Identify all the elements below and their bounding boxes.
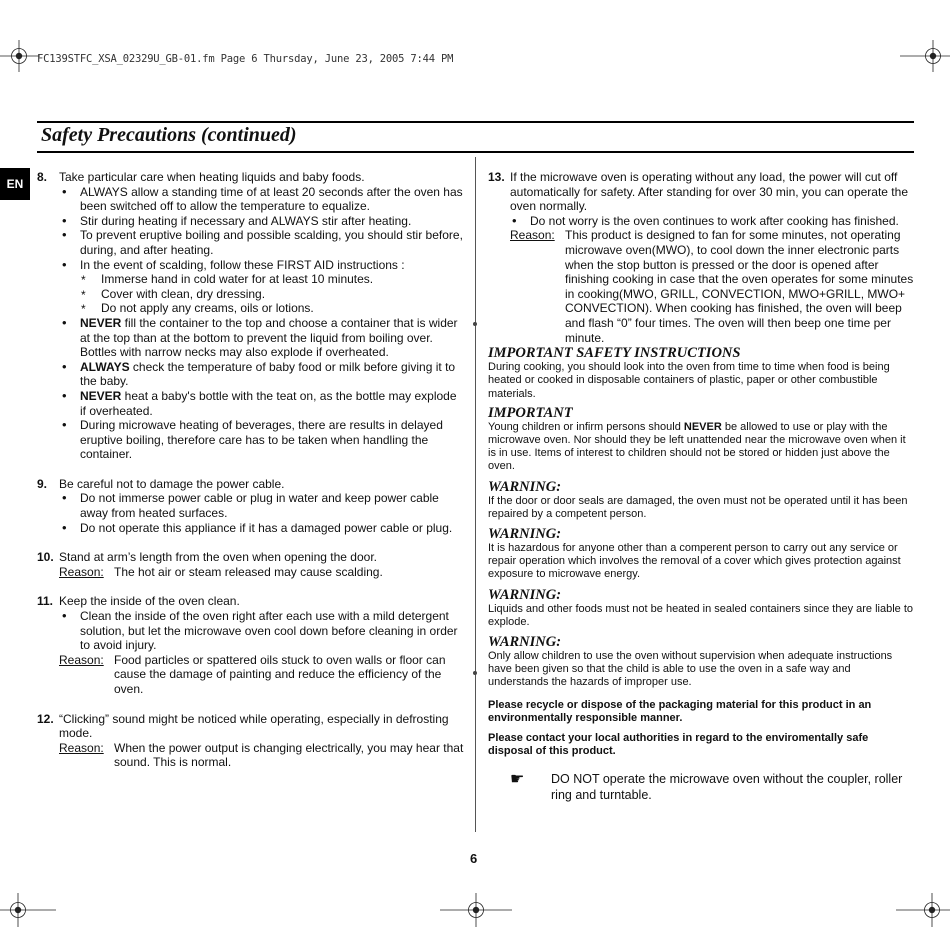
- title-rule-bottom: [37, 151, 914, 153]
- warning-heading: WARNING:: [488, 586, 562, 603]
- file-header: FC139STFC_XSA_02329U_GB-01.fm Page 6 Thursday, June 23, 2005 7:44 PM: [37, 53, 454, 65]
- divider-dot: [473, 322, 477, 326]
- hand-pointer-icon: ☛: [510, 771, 525, 789]
- list-item: 13. If the microwave oven is operating without any load, the power will cut off automatically for safety. After standing for over 30 min, you can operate the oven normally.: [488, 170, 908, 214]
- disposal-note: Please contact your local authorities in regard to the enviromentally safe disposal of this product.: [488, 731, 869, 758]
- warning-heading: WARNING:: [488, 478, 562, 495]
- right-column: 13. If the microwave oven is operating without any load, the power will cut off automatically for safety. After standing for over 30 min, you can operate the oven normally. • Do not worry is the oven continues to work after cooking has finished. Reason: This product is designed to fan for some minutes, not operating microwave oven(MWO), to cool down the inner electronic parts when the stop button is pressed or the door is opened after finishing cooking in case that the oven operates for some minutes in cooking(MWO, GRILL, CONVECTION, MWO+GRILL, MWO+ CONVECTION). When cooking has finished, the oven will beep and flash “0” four times. The oven will then beep one time per minute. IMPORTANT SAFETY INSTRUCTIONS During cooking, you should look into the oven from time to time when food is being heated or cooked in disposable containers of plastic, paper or other combustible materials. IMPORTANT Young children or infirm persons should NEVER be allowed to use or play with the microwave oven. Nor should they be left unattended near the microwave oven when it is in use. Items of interest to children should not be stored or hidden just above the oven. WARNING: If the door or door seals are damaged, the oven must not be operated until it has been repaired by a competent person. WARNING: It is hazardous for anyone other than a comperent person to carry out any service or repair operation which involves the removal of a cover which gives protection against exposure to microwave energy. WARNING: Liquids and other foods must not be heated in sealed containers since they are liable to explode. WARNING: Only allow children to use the oven without supervision when adequate instructions have been given so that the child is able to use the oven in a safe way and understands the hazards of improper use. Please recycle or dispose of the packaging material for this product in an environmentally responsible manner. Please contact your local authorities in regard to the enviromentally safe disposal of this product. ☛ DO NOT operate the microwave oven without the coupler, roller ring and turntable.: [488, 170, 914, 803]
- section-heading: IMPORTANT SAFETY INSTRUCTIONS: [488, 345, 741, 362]
- list-item: 8. Take particular care when heating liquids and baby foods. • ALWAYS allow a standing time of at least 20 seconds after the oven has been switched off to allow the temperature to equalize. • Stir during heating if necessary and ALWAYS stir after heating. • To prevent eruptive boiling and possible scalding, you should stir before, during, and after heating. • In the event of scalding, follow these FIRST AID instructions : * Immerse hand in cold water for at least 10 minutes. * Cover with clean, dry dressing. * Do not apply any creams, oils or lotions. • NEVER fill the container to the top and choose a container that is wider at the top than at the bottom to prevent the liquid from boiling over. Bottles with narrow necks may also explode if overheated. • ALWAYS check the temperature of baby food or milk before giving it to the baby. • NEVER heat a baby's bottle with the teat on, as the bottle may explode if overheated. • During microwave heating of beverages, there are results in delayed eruptive boiling, therefore care has to be taken when handling the container.: [37, 170, 465, 462]
- registration-mark-icon: [0, 893, 56, 927]
- left-column: [37, 170, 465, 770]
- section-heading: IMPORTANT: [488, 404, 573, 421]
- page-number: 6: [470, 851, 478, 866]
- warning-heading: WARNING:: [488, 633, 562, 650]
- registration-mark-icon: [0, 40, 40, 72]
- registration-mark-icon: [440, 893, 512, 927]
- warning-heading: WARNING:: [488, 525, 562, 542]
- recycle-note: Please recycle or dispose of the packaging material for this product in an environmentally responsible manner.: [488, 698, 872, 724]
- column-divider: [475, 157, 476, 832]
- turntable-note: ☛ DO NOT operate the microwave oven without the coupler, roller ring and turntable.: [488, 772, 914, 803]
- list-item: 10. Stand at arm’s length from the oven when opening the door. Reason: The hot air or steam released may cause scalding.: [37, 550, 383, 579]
- registration-mark-icon: [896, 893, 950, 927]
- title-rule-top: [37, 121, 914, 123]
- list-item: 12. “Clicking” sound might be noticed while operating, especially in defrosting mode. Reason: When the power output is changing electrically, you may hear that sound. This is normal.: [37, 711, 464, 770]
- page-title: Safety Precautions (continued): [41, 124, 297, 146]
- list-item: 9. Be careful not to damage the power cable. • Do not immerse power cable or plug in water and keep power cable away from heated surfaces. • Do not operate this appliance if it has a damaged power cable or plug.: [37, 477, 465, 535]
- language-tab: EN: [0, 168, 30, 200]
- registration-mark-icon: [900, 40, 950, 72]
- list-item: 11. Keep the inside of the oven clean. • Clean the inside of the oven right after each use with a mild detergent solution, but let the microwave oven cool down before cleaning in order to avoid injury. Reason: Food particles or spattered oils stuck to oven walls or floor can cause the damage of painting and reduce the efficiency of the oven.: [37, 594, 465, 696]
- divider-dot: [473, 671, 477, 675]
